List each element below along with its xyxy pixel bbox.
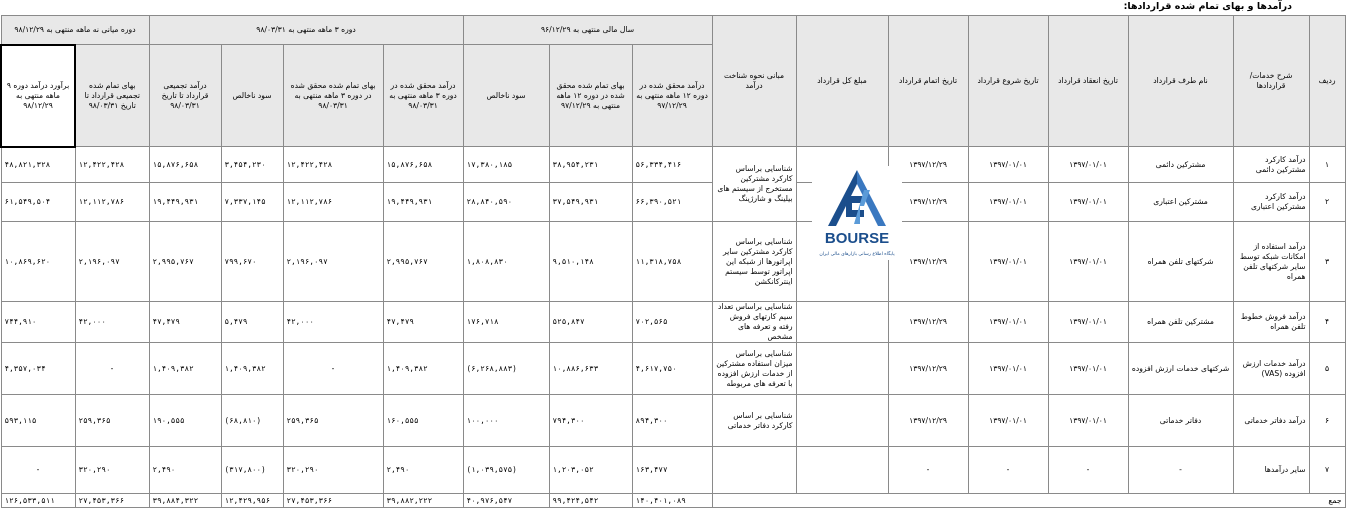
cell-row-no: ۷: [1309, 447, 1345, 494]
cell-end-date: -: [888, 447, 968, 494]
cell-row-no: ۲: [1309, 183, 1345, 222]
table-row: [1, 222, 1345, 302]
cell-basis: شناسایی براساس کارکرد مشترکین مستخرج از سیستم های بیلینگ و شارژینگ: [712, 147, 796, 222]
bourse-logo: [812, 166, 902, 260]
cell-counterparty: -: [1128, 447, 1233, 494]
cell-y-profit: ۱,۸۰۸,۸۳۰: [463, 222, 549, 302]
cell-q-revenue: ۱۹,۴۴۹,۹۳۱: [383, 183, 463, 222]
cell-total-amount: [796, 343, 888, 395]
cell-y-revenue: ۷۰۲,۵۶۵: [632, 302, 712, 343]
cell-end-date: ۱۳۹۷/۱۲/۲۹: [888, 147, 968, 183]
cell-basis: شناسایی بر اساس کارکرد دفاتر خدماتی: [712, 395, 796, 447]
bourse-logo-mark: [812, 166, 902, 260]
header-start-date: تاریخ شروع قرارداد: [968, 16, 1048, 147]
total-cum-revenue: ۳۹,۸۸۴,۳۲۲: [149, 494, 221, 508]
cell-y-revenue: ۱۱,۳۱۸,۷۵۸: [632, 222, 712, 302]
cell-cum-revenue: ۱۹۰,۵۵۵: [149, 395, 221, 447]
cell-cum-cost: ۲,۱۹۶,۰۹۷: [75, 222, 149, 302]
cell-counterparty: دفاتر خدماتی: [1128, 395, 1233, 447]
contracts-table: [0, 15, 1346, 508]
cell-start-date: ۱۳۹۷/۰۱/۰۱: [968, 222, 1048, 302]
cell-est-revenue: ۴,۳۵۷,۰۳۴: [1, 343, 75, 395]
cell-row-no: ۳: [1309, 222, 1345, 302]
cell-y-cost: ۷۹۴,۳۰۰: [549, 395, 632, 447]
cell-end-date: ۱۳۹۷/۱۲/۲۹: [888, 302, 968, 343]
cell-cum-revenue: ۱۵,۸۷۶,۶۵۸: [149, 147, 221, 183]
cell-description: درآمد کارکرد مشترکین اعتباری: [1233, 183, 1309, 222]
table-row: [1, 147, 1345, 183]
table-row: [1, 302, 1345, 343]
cell-est-revenue: ۶۱,۵۴۹,۵۰۴: [1, 183, 75, 222]
cell-contract-date: ۱۳۹۷/۰۱/۰۱: [1048, 183, 1128, 222]
cell-end-date: ۱۳۹۷/۱۲/۲۹: [888, 183, 968, 222]
header-basis: مبانی نحوه شناخت درآمد: [712, 16, 796, 147]
cell-total-amount: [796, 395, 888, 447]
table-row: [1, 183, 1345, 222]
cell-q-cost: ۴۲,۰۰۰: [283, 302, 383, 343]
cell-q-revenue: ۱,۴۰۹,۳۸۲: [383, 343, 463, 395]
logo-wordmark: BOURSE: [824, 230, 890, 247]
cell-q-cost: ۱۲,۱۱۲,۷۸۶: [283, 183, 383, 222]
cell-y-cost: ۳۸,۹۵۴,۲۳۱: [549, 147, 632, 183]
cell-q-cost: ۲۵۹,۳۶۵: [283, 395, 383, 447]
cell-y-profit: ۲۸,۸۴۰,۵۹۰: [463, 183, 549, 222]
header-y-profit: سود ناخالص: [463, 45, 549, 147]
cell-y-cost: ۳۷,۵۴۹,۹۳۱: [549, 183, 632, 222]
cell-y-revenue: ۸۹۴,۳۰۰: [632, 395, 712, 447]
cell-counterparty: مشترکین تلفن همراه: [1128, 302, 1233, 343]
table-row: [1, 343, 1345, 395]
total-y-revenue: ۱۴۰,۴۰۱,۰۸۹: [632, 494, 712, 508]
cell-basis: شناسایی براساس میزان استفاده مشترکین از خدمات ارزش افزوده با تعرفه های مربوطه: [712, 343, 796, 395]
cell-contract-date: ۱۳۹۷/۰۱/۰۱: [1048, 343, 1128, 395]
cell-start-date: ۱۳۹۷/۰۱/۰۱: [968, 302, 1048, 343]
cell-y-revenue: ۱۶۳,۴۷۷: [632, 447, 712, 494]
cell-basis: [712, 447, 796, 494]
cell-description: درآمد دفاتر خدماتی: [1233, 395, 1309, 447]
cell-cum-cost: ۳۲۰,۲۹۰: [75, 447, 149, 494]
cell-q-profit: (۳۱۷,۸۰۰): [221, 447, 283, 494]
total-q-revenue: ۳۹,۸۸۲,۲۲۲: [383, 494, 463, 508]
cell-cum-revenue: ۲,۴۹۰: [149, 447, 221, 494]
cell-y-cost: ۵۲۵,۸۴۷: [549, 302, 632, 343]
cell-contract-date: ۱۳۹۷/۰۱/۰۱: [1048, 302, 1128, 343]
cell-total-amount: [796, 447, 888, 494]
cell-description: درآمد فروش خطوط تلفن همراه: [1233, 302, 1309, 343]
header-cum-cost: بهای تمام شده تجمیعی قرارداد تا تاریخ ۹۸/۰۳/۳۱: [75, 45, 149, 147]
cell-start-date: ۱۳۹۷/۰۱/۰۱: [968, 183, 1048, 222]
header-row-no: ردیف: [1309, 16, 1345, 147]
cell-description: درآمد کارکرد مشترکین دائمی: [1233, 147, 1309, 183]
cell-end-date: ۱۳۹۷/۱۲/۲۹: [888, 222, 968, 302]
cell-description: سایر درآمدها: [1233, 447, 1309, 494]
total-q-cost: ۲۷,۴۵۳,۳۶۶: [283, 494, 383, 508]
cell-cum-cost: ۲۵۹,۳۶۵: [75, 395, 149, 447]
cell-q-cost: -: [283, 343, 383, 395]
cell-q-revenue: ۱۶۰,۵۵۵: [383, 395, 463, 447]
header-q-revenue: درآمد محقق شده در دوره ۳ ماهه منتهی به ۹۸/۰۳/۳۱: [383, 45, 463, 147]
table-header: [1, 16, 1345, 147]
totals-row: [1, 494, 1345, 508]
cell-q-profit: ۷,۳۳۷,۱۴۵: [221, 183, 283, 222]
cell-cum-cost: -: [75, 343, 149, 395]
cell-y-revenue: ۶۶,۳۹۰,۵۲۱: [632, 183, 712, 222]
cell-end-date: ۱۳۹۷/۱۲/۲۹: [888, 395, 968, 447]
cell-cum-cost: ۱۲,۱۱۲,۷۸۶: [75, 183, 149, 222]
cell-q-cost: ۱۲,۴۲۲,۴۲۸: [283, 147, 383, 183]
header-contract-date: تاریخ انعقاد قرارداد: [1048, 16, 1128, 147]
cell-counterparty: شرکتهای تلفن همراه: [1128, 222, 1233, 302]
header-end-date: تاریخ اتمام قرارداد: [888, 16, 968, 147]
cell-cum-revenue: ۲,۹۹۵,۷۶۷: [149, 222, 221, 302]
cell-q-revenue: ۱۵,۸۷۶,۶۵۸: [383, 147, 463, 183]
header-group-3m: دوره ۳ ماهه منتهی به ۹۸/۰۳/۳۱: [149, 16, 463, 45]
cell-q-profit: (۶۸,۸۱۰): [221, 395, 283, 447]
section-title: درآمدها و بهای تمام شده قراردادها:: [1123, 1, 1292, 12]
header-y-cost: بهای تمام شده محقق شده در دوره ۱۲ ماهه منتهی به ۹۷/۱۲/۲۹: [549, 45, 632, 147]
cell-row-no: ۵: [1309, 343, 1345, 395]
cell-q-profit: ۳,۴۵۴,۲۳۰: [221, 147, 283, 183]
totals-label: جمع: [712, 494, 1345, 508]
header-group-9m: دوره میانی نه ماهه منتهی به ۹۸/۱۲/۲۹: [1, 16, 149, 45]
total-est-revenue: ۱۲۶,۵۳۳,۵۱۱: [1, 494, 75, 508]
header-description: شرح خدمات/ قراردادها: [1233, 16, 1309, 147]
cell-total-amount: [796, 302, 888, 343]
cell-est-revenue: -: [1, 447, 75, 494]
logo-caption: پایگاه اطلاع رسانی بازارهای مالی ایران: [819, 252, 895, 257]
cell-y-profit: ۱۰۰,۰۰۰: [463, 395, 549, 447]
cell-est-revenue: ۷۴۴,۹۱۰: [1, 302, 75, 343]
cell-est-revenue: ۵۹۳,۱۱۵: [1, 395, 75, 447]
cell-q-profit: ۷۹۹,۶۷۰: [221, 222, 283, 302]
cell-counterparty: مشترکین دائمی: [1128, 147, 1233, 183]
cell-q-profit: ۵,۴۷۹: [221, 302, 283, 343]
cell-y-profit: ۱۷۶,۷۱۸: [463, 302, 549, 343]
cell-q-revenue: ۲,۴۹۰: [383, 447, 463, 494]
cell-est-revenue: ۱۰,۸۶۹,۶۲۰: [1, 222, 75, 302]
cell-cum-revenue: ۱,۴۰۹,۳۸۲: [149, 343, 221, 395]
table-row: [1, 447, 1345, 494]
header-est-revenue: برآورد درآمد دوره ۹ ماهه منتهی به ۹۸/۱۲/۲۹: [1, 45, 75, 147]
cell-cum-cost: ۴۲,۰۰۰: [75, 302, 149, 343]
cell-description: درآمد خدمات ارزش افزوده (VAS): [1233, 343, 1309, 395]
cell-y-cost: ۱۰,۸۸۶,۶۳۳: [549, 343, 632, 395]
cell-cum-cost: ۱۲,۴۲۲,۴۲۸: [75, 147, 149, 183]
total-q-profit: ۱۲,۴۲۹,۹۵۶: [221, 494, 283, 508]
cell-counterparty: مشترکین اعتباری: [1128, 183, 1233, 222]
cell-y-revenue: ۴,۶۱۷,۷۵۰: [632, 343, 712, 395]
header-q-cost: بهای تمام شده محقق شده در دوره ۳ ماهه منتهی به ۹۸/۰۳/۳۱: [283, 45, 383, 147]
cell-row-no: ۶: [1309, 395, 1345, 447]
header-y-revenue: درآمد محقق شده در دوره ۱۲ ماهه منتهی به ۹۷/۱۲/۲۹: [632, 45, 712, 147]
header-cum-revenue: درآمد تجمیعی قرارداد تا تاریخ ۹۸/۰۳/۳۱: [149, 45, 221, 147]
cell-y-profit: (۱,۰۳۹,۵۷۵): [463, 447, 549, 494]
cell-q-revenue: ۴۷,۴۷۹: [383, 302, 463, 343]
total-y-cost: ۹۹,۴۲۴,۵۴۲: [549, 494, 632, 508]
cell-description: درآمد استفاده از امکانات شبکه توسط سایر شرکتهای تلفن همراه: [1233, 222, 1309, 302]
cell-y-profit: (۶,۲۶۸,۸۸۳): [463, 343, 549, 395]
cell-est-revenue: ۴۸,۸۲۱,۳۲۸: [1, 147, 75, 183]
cell-y-revenue: ۵۶,۳۳۴,۴۱۶: [632, 147, 712, 183]
total-y-profit: ۴۰,۹۷۶,۵۴۷: [463, 494, 549, 508]
cell-contract-date: ۱۳۹۷/۰۱/۰۱: [1048, 222, 1128, 302]
header-group-year: سال مالی منتهی به ۹۶/۱۲/۲۹: [463, 16, 712, 45]
cell-counterparty: شرکتهای خدمات ارزش افزوده: [1128, 343, 1233, 395]
cell-q-cost: ۳۲۰,۲۹۰: [283, 447, 383, 494]
cell-q-revenue: ۲,۹۹۵,۷۶۷: [383, 222, 463, 302]
cell-row-no: ۱: [1309, 147, 1345, 183]
cell-cum-revenue: ۱۹,۴۴۹,۹۳۱: [149, 183, 221, 222]
total-cum-cost: ۲۷,۴۵۳,۳۶۶: [75, 494, 149, 508]
cell-contract-date: ۱۳۹۷/۰۱/۰۱: [1048, 147, 1128, 183]
cell-q-cost: ۲,۱۹۶,۰۹۷: [283, 222, 383, 302]
cell-contract-date: -: [1048, 447, 1128, 494]
cell-basis: شناسایی براساس تعداد سیم کارتهای فروش رفته و تعرفه های مشخص: [712, 302, 796, 343]
cell-basis: شناسایی براساس کارکرد مشترکین سایر اپراتورها از شبکه این اپراتور توسط سیستم اینترکانکشن: [712, 222, 796, 302]
cell-contract-date: ۱۳۹۷/۰۱/۰۱: [1048, 395, 1128, 447]
header-counterparty: نام طرف قرارداد: [1128, 16, 1233, 147]
cell-start-date: ۱۳۹۷/۰۱/۰۱: [968, 395, 1048, 447]
cell-start-date: ۱۳۹۷/۰۱/۰۱: [968, 343, 1048, 395]
cell-row-no: ۴: [1309, 302, 1345, 343]
cell-q-profit: ۱,۴۰۹,۳۸۲: [221, 343, 283, 395]
cell-y-profit: ۱۷,۳۸۰,۱۸۵: [463, 147, 549, 183]
cell-start-date: ۱۳۹۷/۰۱/۰۱: [968, 147, 1048, 183]
table-row: [1, 395, 1345, 447]
cell-y-cost: ۱,۲۰۳,۰۵۲: [549, 447, 632, 494]
header-total-amount: مبلغ کل قرارداد: [796, 16, 888, 147]
header-q-profit: سود ناخالص: [221, 45, 283, 147]
cell-start-date: -: [968, 447, 1048, 494]
cell-cum-revenue: ۴۷,۴۷۹: [149, 302, 221, 343]
table-body: [1, 147, 1345, 508]
cell-y-cost: ۹,۵۱۰,۱۴۸: [549, 222, 632, 302]
cell-end-date: ۱۳۹۷/۱۲/۲۹: [888, 343, 968, 395]
